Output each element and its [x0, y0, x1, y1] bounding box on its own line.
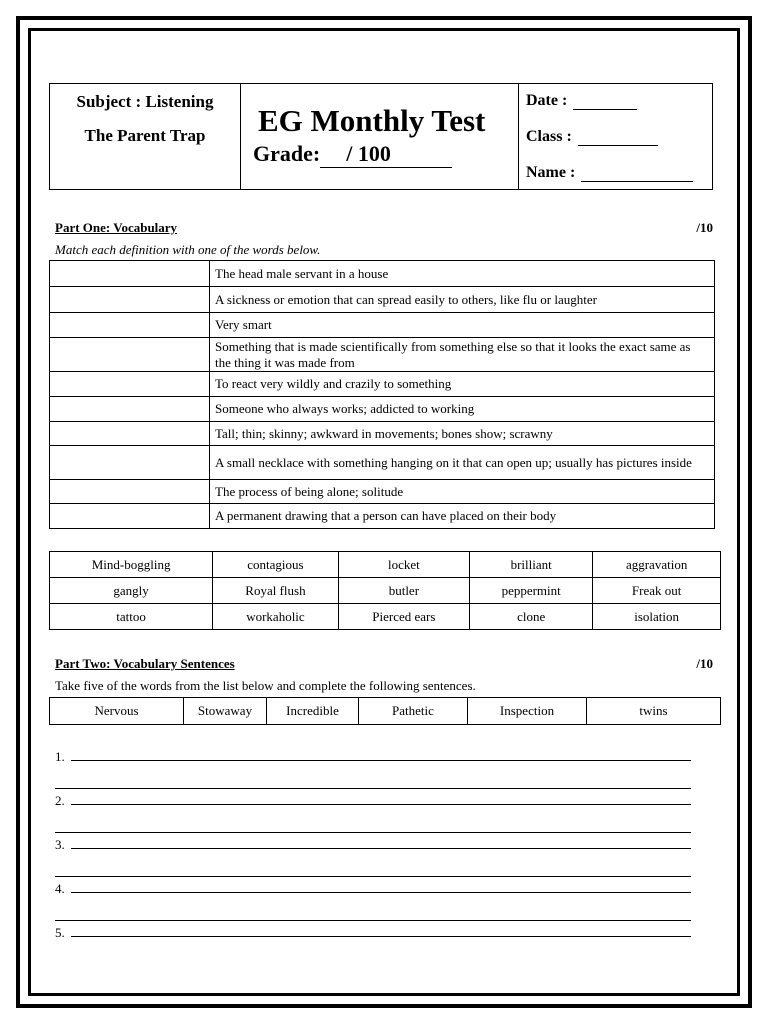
book-title: The Parent Trap	[84, 126, 206, 145]
class-row	[526, 129, 712, 146]
grade-label: Grade:	[253, 141, 321, 166]
answer-cell[interactable]	[50, 313, 210, 338]
word-cell: Inspection	[468, 698, 587, 725]
answer-line-continued[interactable]	[55, 809, 691, 833]
answer-cell[interactable]	[50, 338, 210, 372]
answer-line[interactable]	[71, 847, 691, 849]
word-list-table	[49, 697, 721, 725]
sentence-1[interactable]	[55, 745, 691, 765]
word-cell: aggravation	[593, 552, 721, 578]
word-bank-table	[49, 551, 721, 630]
word-cell: contagious	[213, 552, 339, 578]
date-row	[526, 93, 712, 110]
table-row	[50, 397, 715, 422]
table-row	[50, 552, 721, 578]
answer-line[interactable]	[71, 891, 691, 893]
name-row	[526, 165, 712, 182]
sentence-lines	[55, 745, 691, 941]
definition-text: Very smart	[210, 313, 715, 338]
definition-text: A permanent drawing that a person can have placed on their body	[210, 504, 715, 529]
part-two-instruction: Take five of the words from the list below and complete the following sentences.	[55, 678, 476, 693]
table-row	[50, 604, 721, 630]
part-two-heading	[55, 656, 713, 672]
part-one-instruction: Match each definition with one of the words below.	[55, 242, 321, 257]
table-row	[50, 338, 715, 372]
answer-cell[interactable]	[50, 287, 210, 313]
date-label: Date :	[526, 92, 568, 109]
word-cell: Stowaway	[184, 698, 267, 725]
part-one-score: /10	[696, 220, 713, 235]
definition-text: Tall; thin; skinny; awkward in movements; bones show; scrawny	[210, 422, 715, 446]
sentence-number: 1.	[55, 749, 65, 764]
sentence-number: 5.	[55, 925, 65, 940]
definition-text: To react very wildly and crazily to something	[210, 372, 715, 397]
word-cell: butler	[338, 578, 469, 604]
table-row	[50, 480, 715, 504]
answer-line[interactable]	[71, 803, 691, 805]
sentence-number: 2.	[55, 793, 65, 808]
sentence-4[interactable]	[55, 877, 691, 897]
test-header	[49, 83, 713, 190]
grade-score: / 100	[320, 141, 452, 168]
info-cell	[519, 84, 712, 189]
answer-line[interactable]	[71, 935, 691, 937]
part-one-heading	[55, 220, 713, 236]
answer-cell[interactable]	[50, 261, 210, 287]
name-label: Name :	[526, 164, 576, 181]
word-cell: Pathetic	[359, 698, 468, 725]
answer-cell[interactable]	[50, 446, 210, 480]
title-cell	[241, 84, 519, 189]
date-field[interactable]	[573, 108, 637, 110]
answer-cell[interactable]	[50, 397, 210, 422]
word-cell: Freak out	[593, 578, 721, 604]
word-cell: Incredible	[267, 698, 359, 725]
table-row	[50, 504, 715, 529]
sentence-number: 4.	[55, 881, 65, 896]
answer-line[interactable]	[71, 759, 691, 761]
answer-line-continued[interactable]	[55, 765, 691, 789]
definition-text: A small necklace with something hanging on it that can open up; usually has pictures inside	[210, 446, 715, 480]
grade-line	[253, 141, 452, 168]
word-cell: isolation	[593, 604, 721, 630]
subject-cell	[50, 84, 241, 189]
word-cell: twins	[587, 698, 721, 725]
word-cell: locket	[338, 552, 469, 578]
definition-text: Something that is made scientifically from something else so that it looks the exact same as the thing it was made from	[210, 338, 715, 372]
sentence-2[interactable]	[55, 789, 691, 809]
answer-cell[interactable]	[50, 504, 210, 529]
table-row	[50, 313, 715, 338]
table-row	[50, 698, 721, 725]
class-field[interactable]	[578, 144, 658, 146]
word-cell: Mind-boggling	[50, 552, 213, 578]
answer-cell[interactable]	[50, 372, 210, 397]
answer-line-continued[interactable]	[55, 897, 691, 921]
word-cell: Nervous	[50, 698, 184, 725]
definition-text: A sickness or emotion that can spread easily to others, like flu or laughter	[210, 287, 715, 313]
word-cell: brilliant	[470, 552, 593, 578]
part-two-title: Part Two: Vocabulary Sentences	[55, 656, 235, 671]
sentence-3[interactable]	[55, 833, 691, 853]
table-row	[50, 422, 715, 446]
answer-line-continued[interactable]	[55, 853, 691, 877]
word-cell: tattoo	[50, 604, 213, 630]
class-label: Class :	[526, 128, 572, 145]
table-row	[50, 372, 715, 397]
table-row	[50, 261, 715, 287]
name-field[interactable]	[581, 180, 693, 182]
sentence-5[interactable]	[55, 921, 691, 941]
table-row	[50, 446, 715, 480]
table-row	[50, 287, 715, 313]
definitions-table	[49, 260, 715, 529]
word-cell: gangly	[50, 578, 213, 604]
word-cell: Pierced ears	[338, 604, 469, 630]
subject-label: Subject : Listening	[76, 92, 214, 111]
part-two-score: /10	[696, 656, 713, 671]
word-cell: clone	[470, 604, 593, 630]
definition-text: Someone who always works; addicted to working	[210, 397, 715, 422]
answer-cell[interactable]	[50, 480, 210, 504]
definition-text: The process of being alone; solitude	[210, 480, 715, 504]
word-cell: workaholic	[213, 604, 339, 630]
table-row	[50, 578, 721, 604]
word-cell: Royal flush	[213, 578, 339, 604]
answer-cell[interactable]	[50, 422, 210, 446]
definition-text: The head male servant in a house	[210, 261, 715, 287]
word-cell: peppermint	[470, 578, 593, 604]
part-one-title: Part One: Vocabulary	[55, 220, 178, 235]
test-title: EG Monthly Test	[258, 103, 486, 138]
sentence-number: 3.	[55, 837, 65, 852]
